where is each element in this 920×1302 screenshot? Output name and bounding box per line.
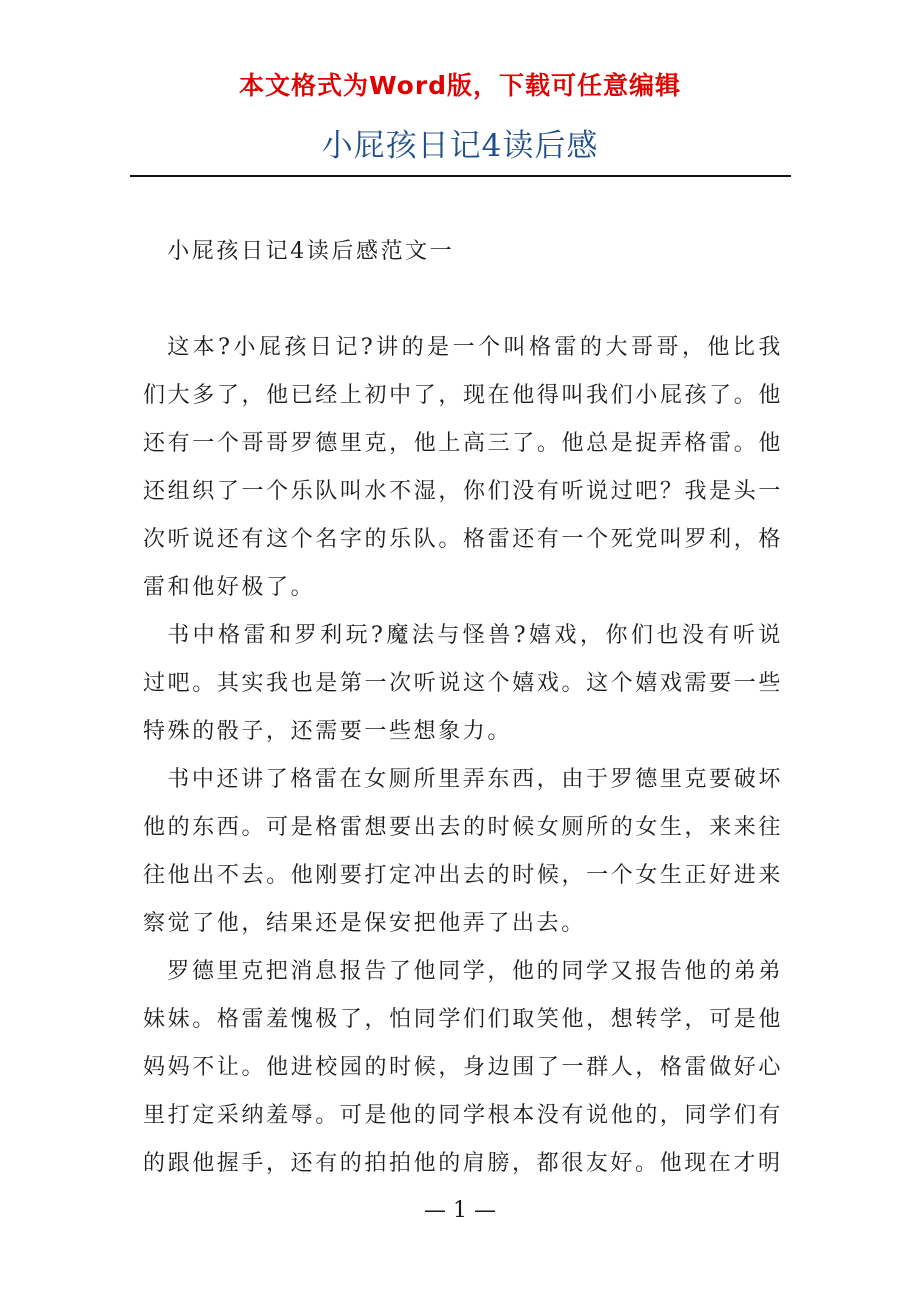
- body-paragraph: 这本?小屁孩日记?讲的是一个叫格雷的大哥哥，他比我们大多了，他已经上初中了，现在他得叫我们小屁孩了。他还有一个哥哥罗德里克，他上高三了。他总是捉弄格雷。他还组织了一个乐队叫水不湿，你们没有听说过吧？我是头一次听说还有这个名字的乐队。格雷还有一个死党叫罗利，格雷和他好极了。: [143, 335, 783, 600]
- page-number: — 1 —: [424, 1198, 496, 1223]
- body-paragraph: 书中格雷和罗利玩?魔法与怪兽?嬉戏，你们也没有听说过吧。其实我也是第一次听说这个嬉戏。这个嬉戏需要一些特殊的骰子，还需要一些想象力。: [143, 623, 783, 744]
- title-divider: [130, 175, 791, 177]
- format-notice-banner: 本文格式为Word版，下载可任意编辑: [238, 71, 682, 100]
- document-body: [143, 228, 783, 1188]
- body-paragraph: 罗德里克把消息报告了他同学，他的同学又报告他的弟弟妹妹。格雷羞愧极了，怕同学们们取笑他，想转学，可是他妈妈不让。他进校园的时候，身边围了一群人，格雷做好心里打定采纳羞辱。可是他的同学根本没有说他的，同学们有的跟他握手，还有的拍拍他的肩膀，都很友好。他现在才明: [143, 959, 783, 1176]
- document-title: 小屁孩日记4读后感: [321, 128, 599, 164]
- body-paragraph: 书中还讲了格雷在女厕所里弄东西，由于罗德里克要破坏他的东西。可是格雷想要出去的时候女厕所的女生，来来往往他出不去。他刚要打定冲出去的时候，一个女生正好进来察觉了他，结果还是保安把他弄了出去。: [143, 767, 783, 936]
- section-subtitle: 小屁孩日记4读后感范文一: [167, 239, 455, 264]
